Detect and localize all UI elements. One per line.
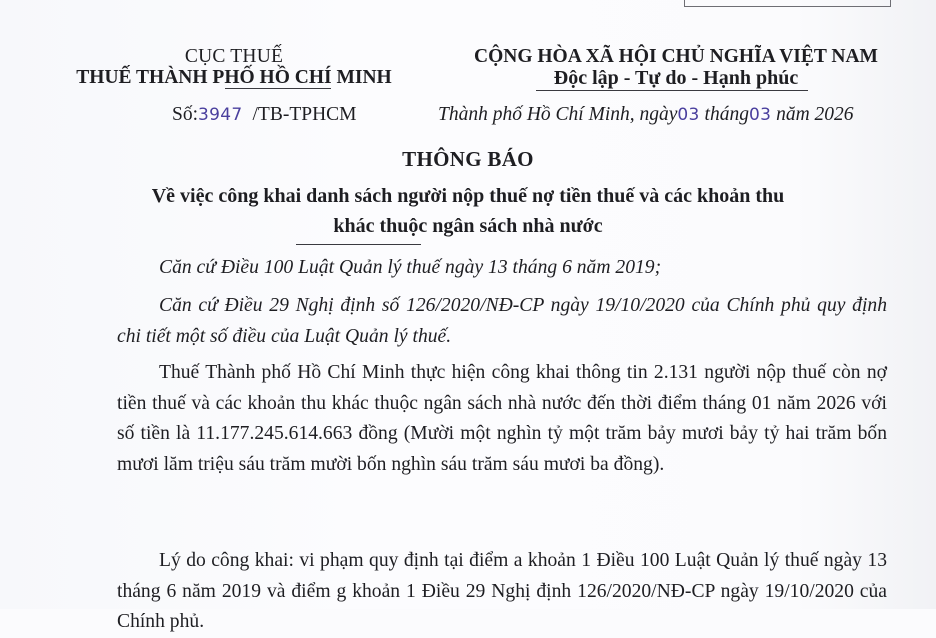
national-motto: Độc lập - Tự do - Hạnh phúc <box>553 67 799 89</box>
agency-parent: CỤC THUẾ <box>184 46 284 67</box>
document-number-label: Số: <box>172 104 199 125</box>
date-place-prefix: Thành phố Hồ Chí Minh, ngày <box>438 104 678 125</box>
legal-basis-1 <box>117 253 887 284</box>
handwritten-document-number: 3947 <box>198 105 243 125</box>
date-year: năm 2026 <box>771 104 854 125</box>
document-number-suffix: /TB-TPHCM <box>252 104 357 125</box>
announcement-paragraph <box>117 358 887 480</box>
document-subtitle-line-1: Về việc công khai danh sách người nộp thuế nợ tiền thuế và các khoản thu <box>151 185 785 207</box>
reason-text: Lý do công khai: vi phạm quy định tại điểm a khoản 1 Điều 100 Luật Quản lý thuế ngày 13 tháng 6 năm 2019 và điểm g khoản 1 Điều 29 Nghị định 126/2020/NĐ-CP ngày 19/10/2020 của Chính phủ. <box>117 550 887 632</box>
announcement-text: Thuế Thành phố Hồ Chí Minh thực hiện công khai thông tin 2.131 người nộp thuế còn nợ tiền thuế và các khoản thu khác thuộc ngân sách nhà nước đến thời điểm tháng 01 năm 2026 với số tiền là 11.177.245.614.663 đồng (Mười một nghìn tỷ một trăm bảy mươi bảy tỷ hai trăm bốn mươi lăm triệu sáu trăm mười bốn nghìn sáu trăm sáu mươi ba đồng). <box>117 362 887 475</box>
nation-name: CỘNG HÒA XÃ HỘI CHỦ NGHĨA VIỆT NAM <box>474 46 878 67</box>
date-month-label: tháng <box>699 104 749 125</box>
agency-underline <box>225 88 331 89</box>
motto-underline <box>536 90 808 91</box>
subtitle-underline <box>296 244 421 245</box>
legal-basis-1-text: Căn cứ Điều 100 Luật Quản lý thuế ngày 13 tháng 6 năm 2019; <box>159 257 662 278</box>
date-line <box>438 104 854 126</box>
legal-basis-2 <box>117 291 887 352</box>
document-title: THÔNG BÁO <box>402 147 534 171</box>
document-subtitle-line-2: khác thuộc ngân sách nhà nước <box>333 215 603 237</box>
handwritten-day: 03 <box>677 105 700 125</box>
document-number <box>172 104 357 126</box>
reason-paragraph <box>117 546 887 638</box>
agency-name: THUẾ THÀNH PHỐ HỒ CHÍ MINH <box>76 67 392 88</box>
stamp-box <box>684 0 891 7</box>
handwritten-month: 03 <box>748 105 772 125</box>
legal-basis-2-text: Căn cứ Điều 29 Nghị định số 126/2020/NĐ-CP ngày 19/10/2020 của Chính phủ quy định chi tiết một số điều của Luật Quản lý thuế. <box>117 295 887 347</box>
